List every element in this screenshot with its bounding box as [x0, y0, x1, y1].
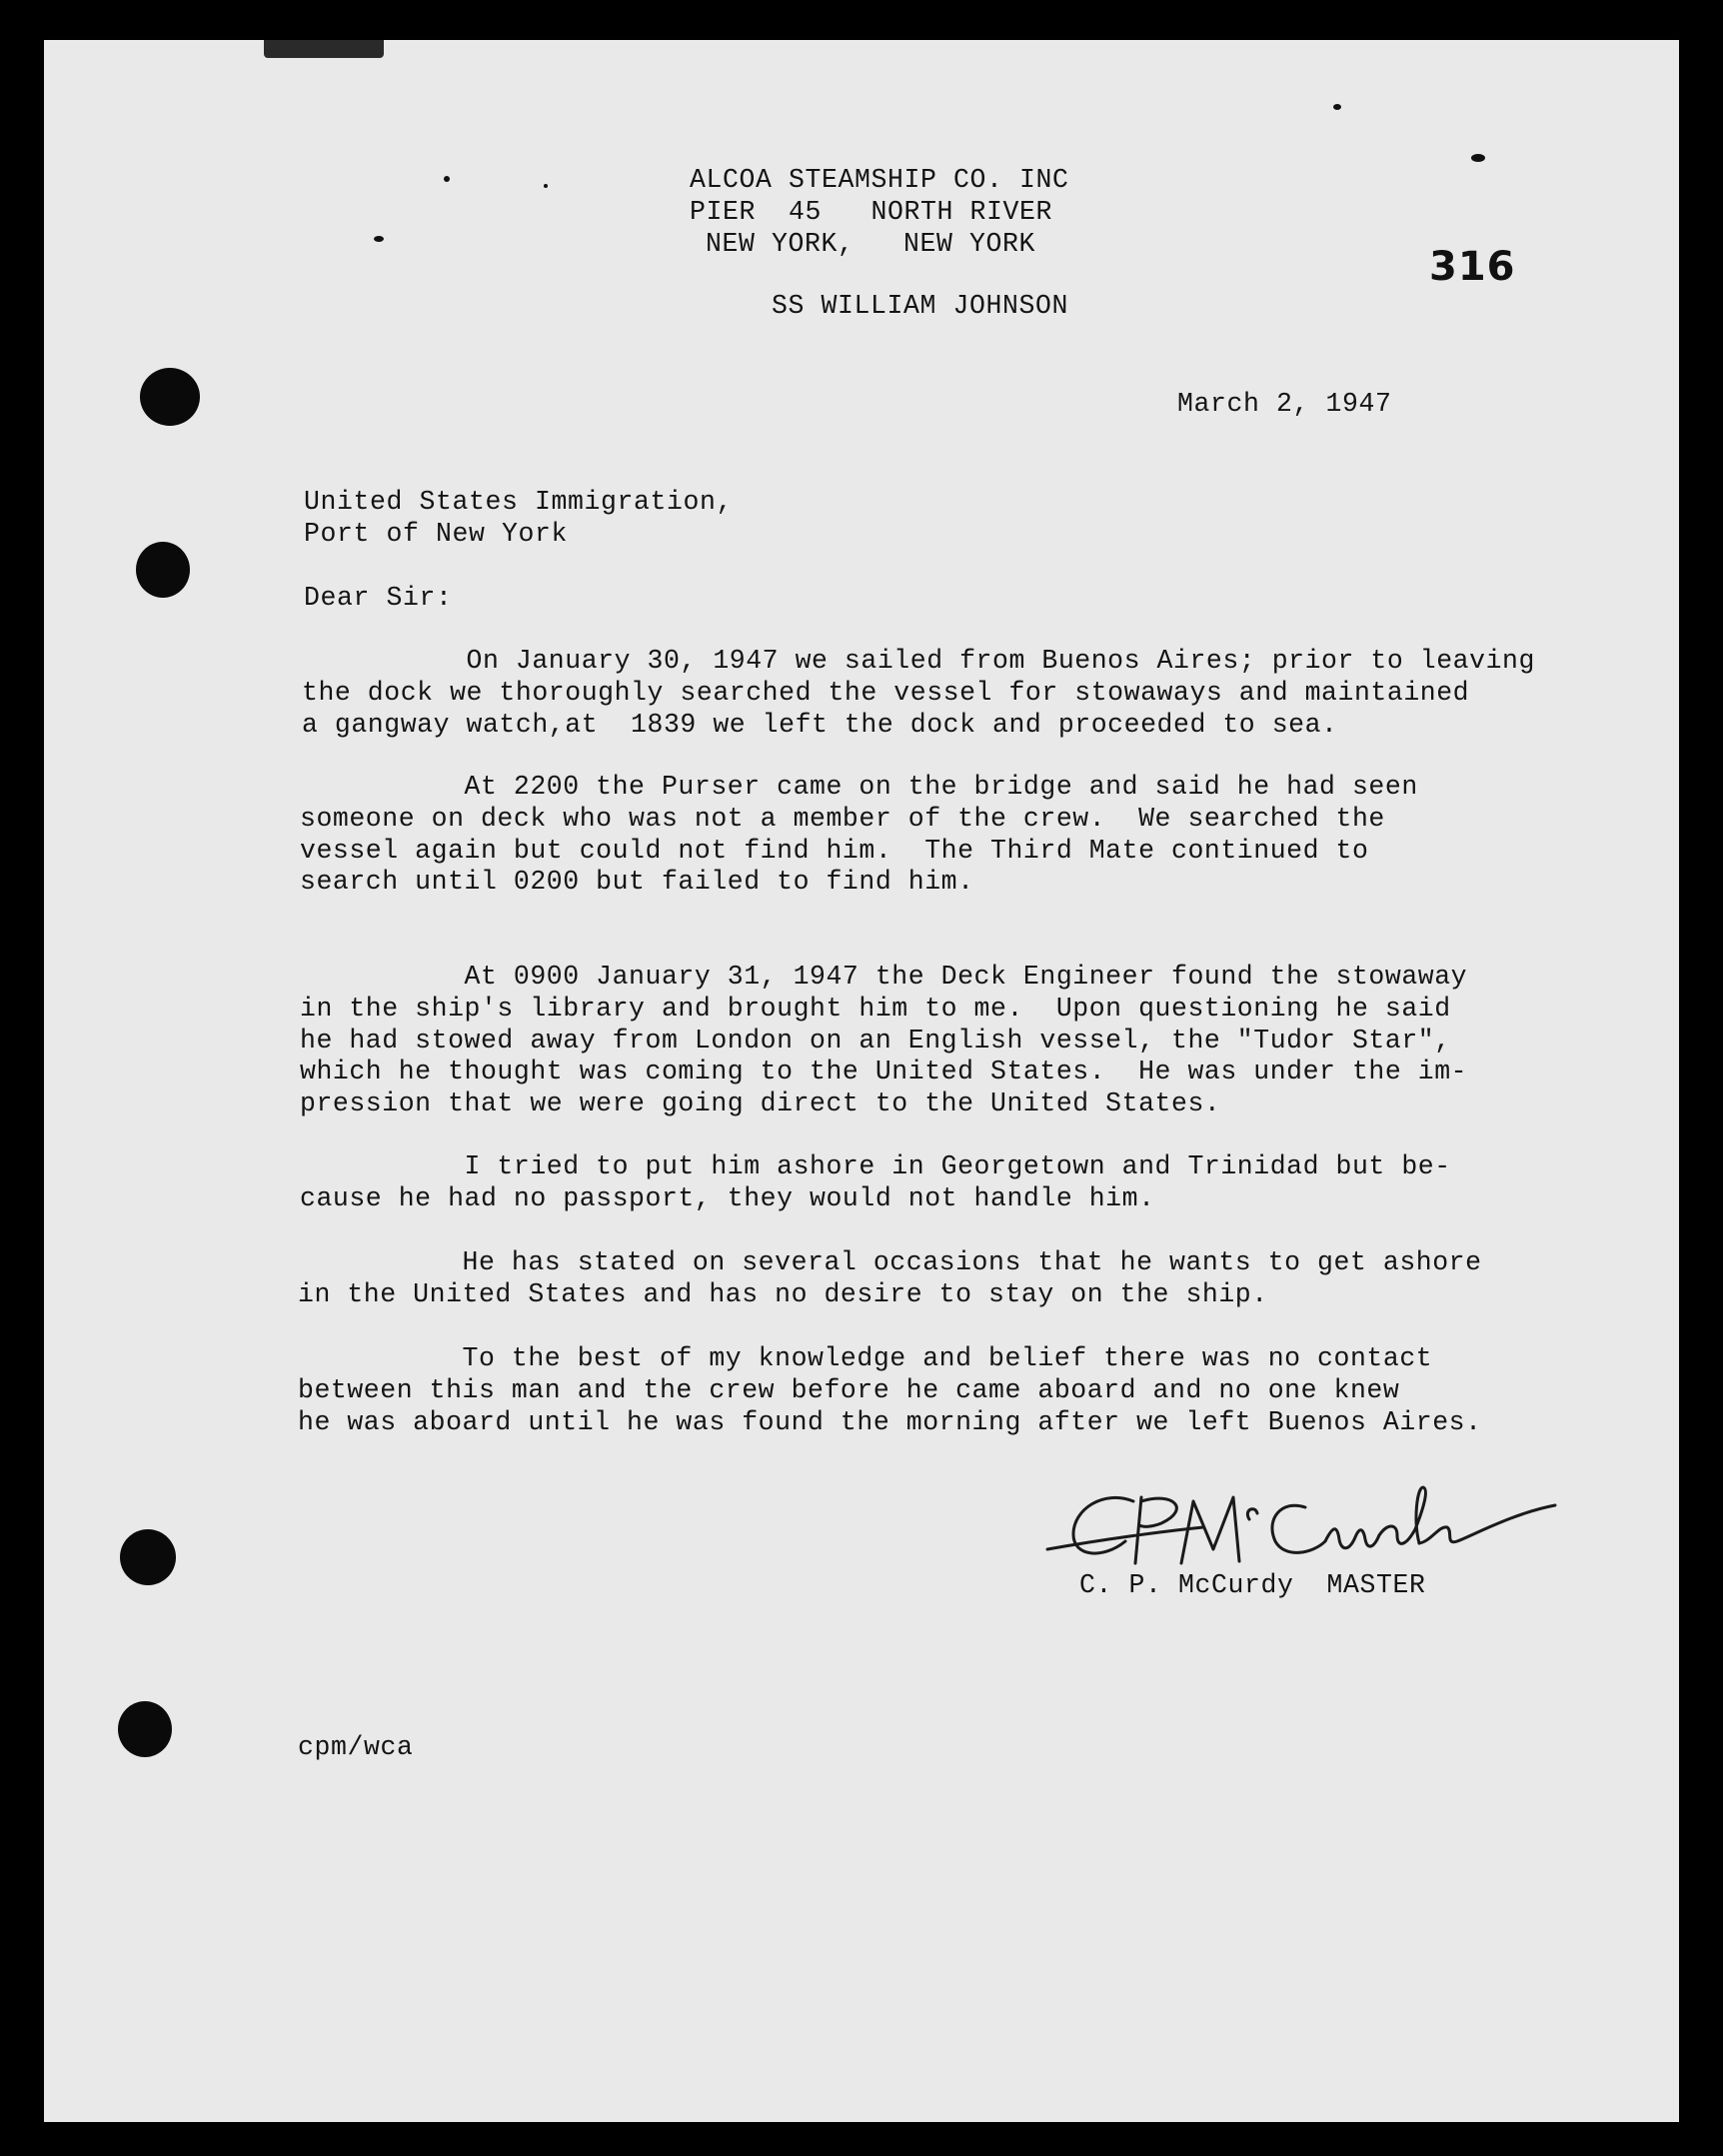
paragraph-line: pression that we were going direct to the United States.	[300, 1088, 1221, 1119]
company-address-line: NEW YORK, NEW YORK	[706, 229, 1036, 259]
reference-initials: cpm/wca	[298, 1732, 414, 1762]
body-paragraph	[298, 1247, 1482, 1311]
body-paragraph	[300, 772, 1418, 899]
body-paragraph	[302, 646, 1535, 741]
paragraph-line: search until 0200 but failed to find him.	[300, 867, 974, 898]
paragraph-line: the dock we thoroughly searched the vessel for stowaways and maintained	[302, 677, 1470, 708]
signatory-name: C. P. McCurdy MASTER	[1079, 1570, 1426, 1600]
recipient-line: Port of New York	[304, 519, 569, 549]
scan-mark	[1471, 154, 1485, 162]
page-number: 316	[1429, 244, 1516, 290]
salutation: Dear Sir:	[304, 583, 453, 613]
paragraph-line: To the best of my knowledge and belief there was no contact	[298, 1343, 1433, 1373]
paragraph-line: On January 30, 1947 we sailed from Buenos Aires; prior to leaving	[302, 646, 1535, 676]
scan-mark	[1333, 104, 1341, 110]
punch-hole	[140, 368, 200, 426]
paragraph-line: I tried to put him ashore in Georgetown and Trinidad but be-	[300, 1151, 1451, 1181]
paragraph-line: He has stated on several occasions that he wants to get ashore	[298, 1247, 1482, 1277]
punch-hole	[136, 542, 190, 598]
punch-hole	[120, 1529, 176, 1585]
company-name: ALCOA STEAMSHIP CO. INC	[690, 165, 1069, 195]
paragraph-line: he was aboard until he was found the morning after we left Buenos Aires.	[298, 1406, 1482, 1437]
paragraph-line: a gangway watch,at 1839 we left the dock and proceeded to sea.	[302, 709, 1338, 740]
scan-mark	[374, 236, 384, 242]
scan-mark	[444, 176, 450, 182]
body-paragraph	[300, 1151, 1451, 1215]
company-address-line: PIER 45 NORTH RIVER	[690, 197, 1053, 227]
recipient-line: United States Immigration,	[304, 487, 734, 517]
vessel-name: SS WILLIAM JOHNSON	[772, 291, 1069, 321]
letter-page	[44, 40, 1679, 2122]
paragraph-line: At 0900 January 31, 1947 the Deck Engineer found the stowaway	[300, 962, 1468, 992]
letter-date: March 2, 1947	[1177, 389, 1392, 419]
paragraph-line: vessel again but could not find him. The Third Mate continued to	[300, 835, 1369, 866]
body-paragraph	[298, 1343, 1482, 1438]
scan-mark	[264, 40, 384, 58]
scan-mark	[544, 184, 548, 188]
paragraph-line: he had stowed away from London on an English vessel, the "Tudor Star",	[300, 1025, 1451, 1056]
punch-hole	[118, 1701, 172, 1757]
paragraph-line: At 2200 the Purser came on the bridge and said he had seen	[300, 772, 1418, 802]
paragraph-line: between this man and the crew before he came aboard and no one knew	[298, 1374, 1400, 1405]
paragraph-line: which he thought was coming to the United States. He was under the im-	[300, 1057, 1468, 1087]
paragraph-line: in the United States and has no desire to stay on the ship.	[298, 1278, 1268, 1309]
paragraph-line: someone on deck who was not a member of the crew. We searched the	[300, 803, 1385, 834]
body-paragraph	[300, 962, 1467, 1120]
paragraph-line: in the ship's library and brought him to me. Upon questioning he said	[300, 993, 1451, 1024]
paragraph-line: cause he had no passport, they would not handle him.	[300, 1182, 1155, 1213]
